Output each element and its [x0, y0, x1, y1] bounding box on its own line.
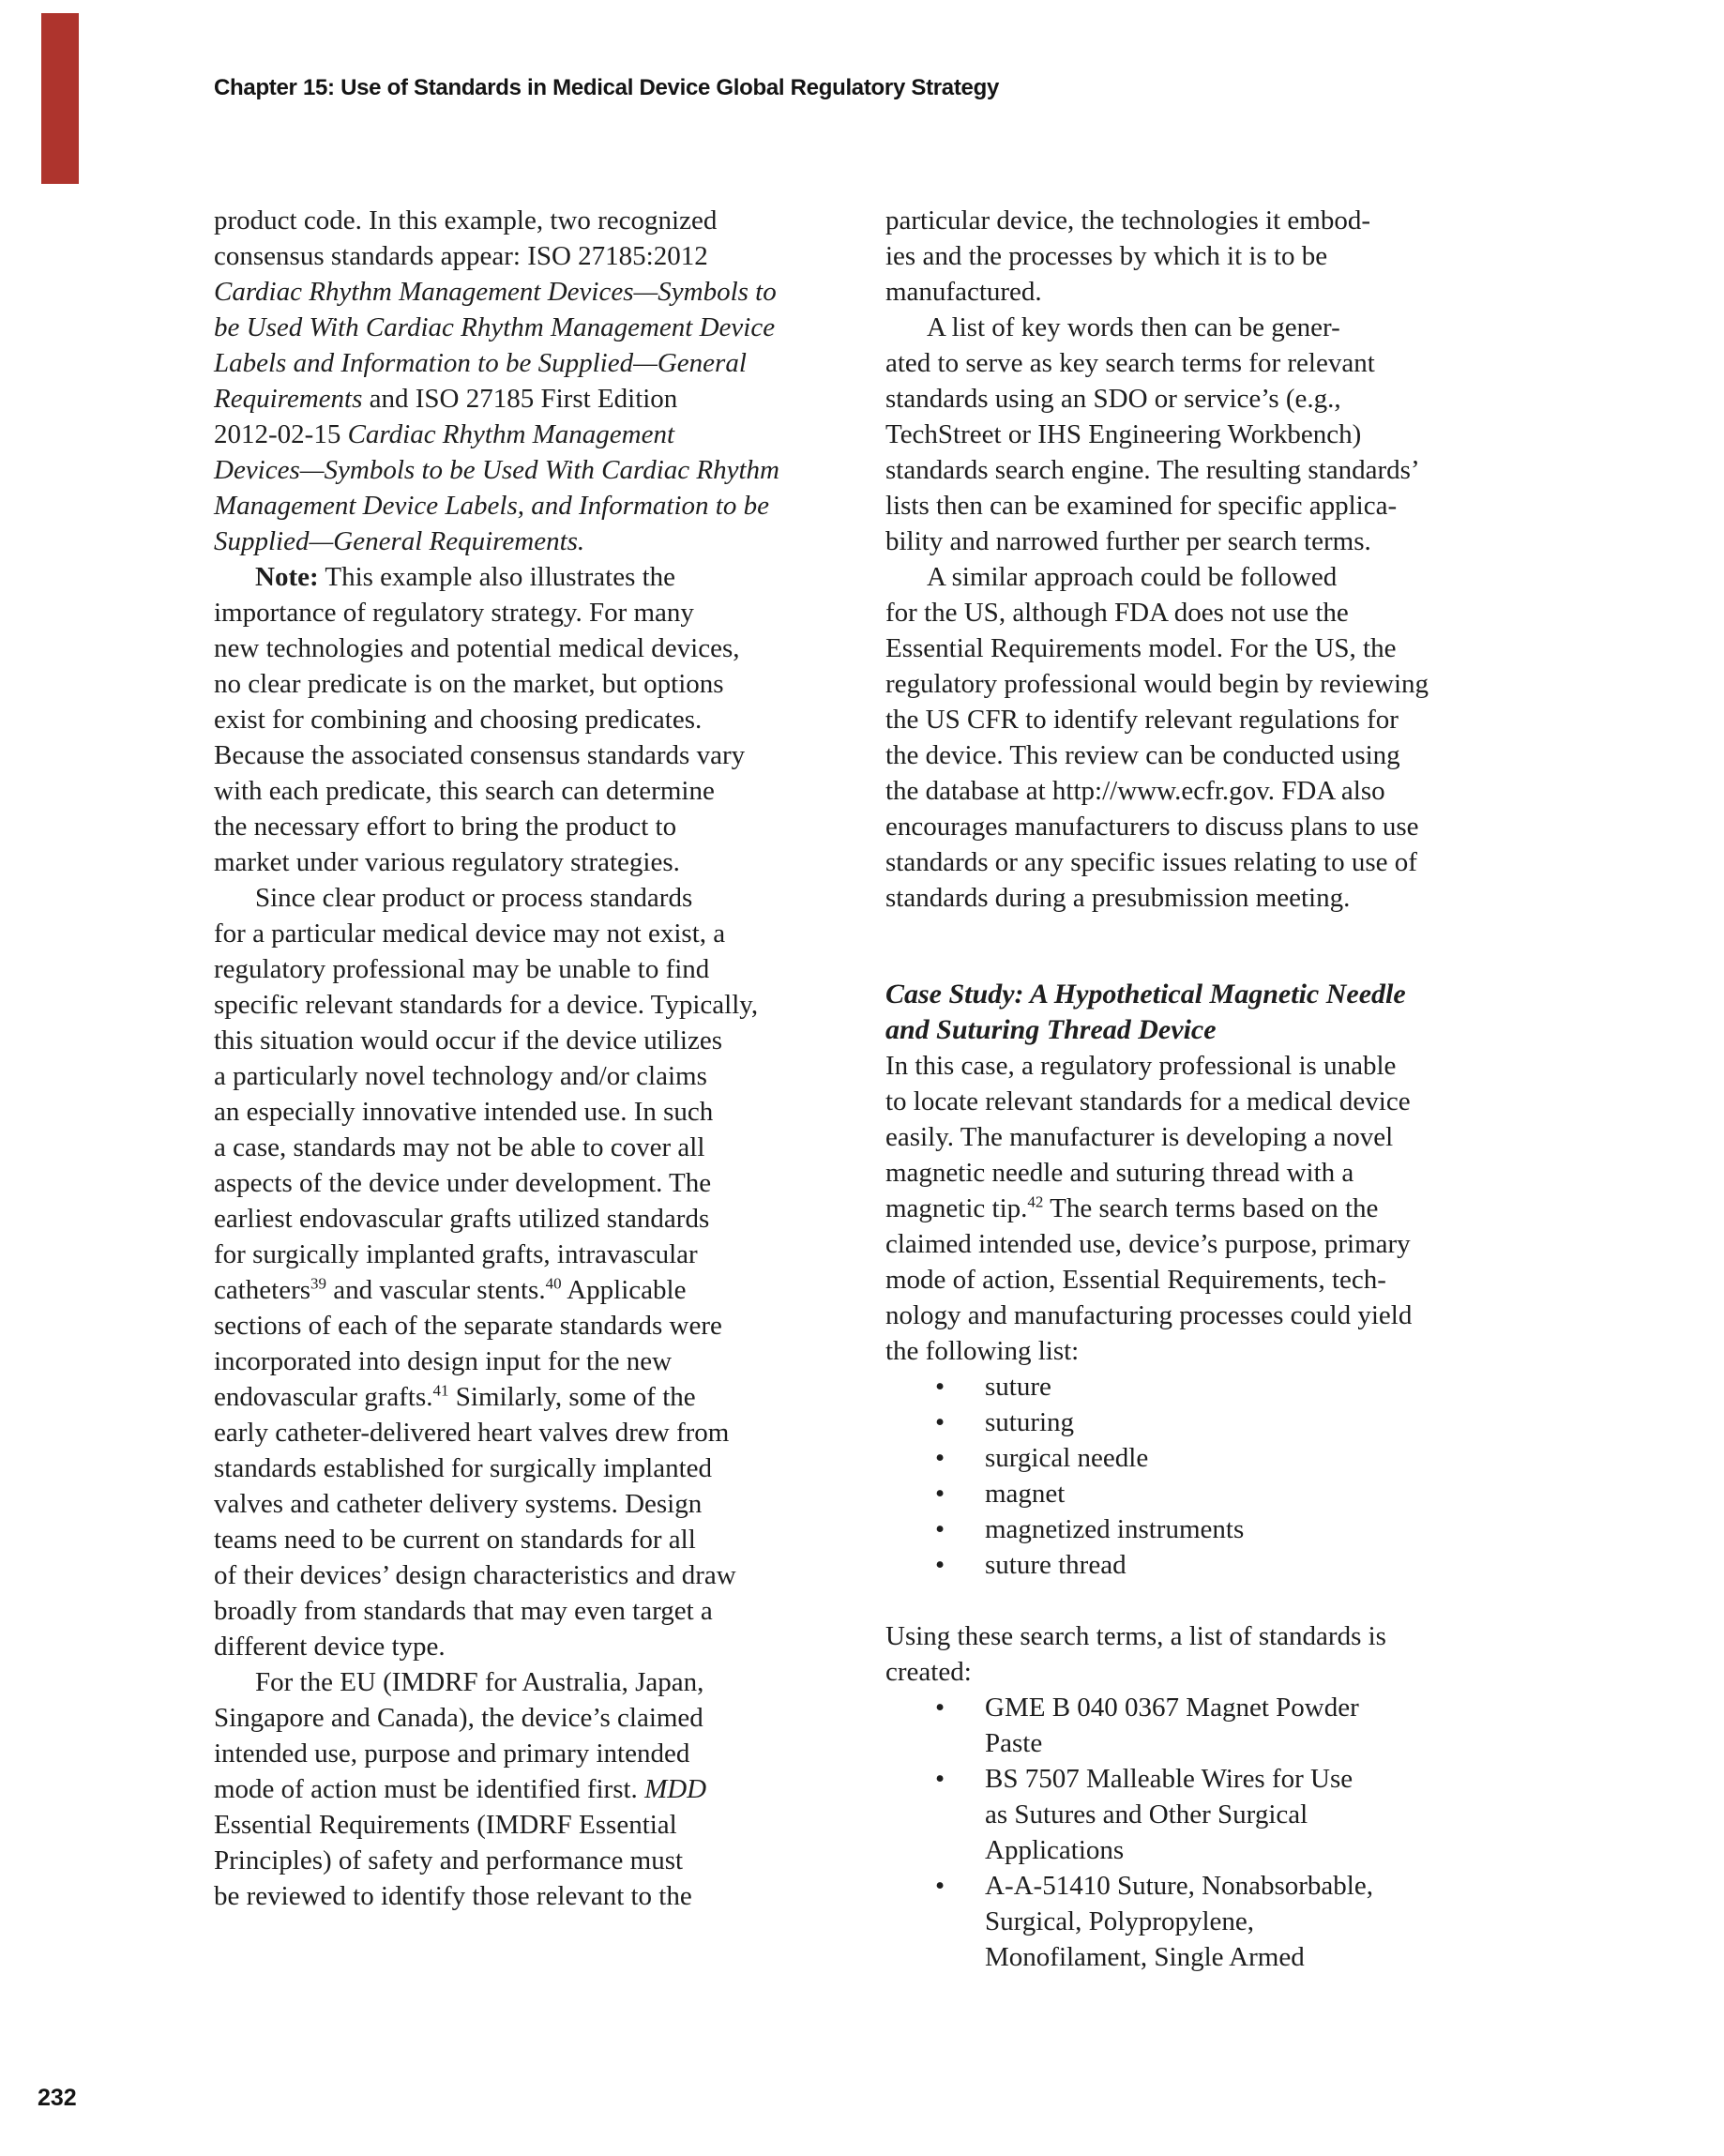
text-line [214, 1201, 824, 1237]
text-segment: to locate relevant standards for a medical device [885, 1086, 1411, 1116]
section-heading-line [885, 1012, 1495, 1048]
text-line [214, 452, 824, 488]
text-line [214, 1237, 824, 1272]
text-column-left [214, 203, 824, 1914]
text-segment: nology and manufacturing processes could yield [885, 1300, 1413, 1330]
text-segment: Case Study: A Hypothetical Magnetic Needle [885, 979, 1406, 1010]
text-line [885, 238, 1495, 274]
text-line [214, 1486, 824, 1522]
text-segment: Cardiac Rhythm Management Devices—Symbols to [214, 277, 777, 307]
text-segment: as Sutures and Other Surgical [985, 1799, 1308, 1830]
text-line [885, 702, 1495, 737]
text-line [214, 1664, 824, 1700]
text-segment: magnetic tip. [885, 1193, 1028, 1223]
text-segment: new technologies and potential medical devices, [214, 633, 740, 663]
text-segment: magnetized instruments [985, 1514, 1245, 1544]
text-line [214, 488, 824, 524]
text-line [214, 844, 824, 880]
text-line [214, 524, 824, 559]
text-segment: different device type. [214, 1632, 446, 1662]
text-segment: and vascular stents. [326, 1275, 546, 1305]
text-line [885, 524, 1495, 559]
text-segment: For the EU (IMDRF for Australia, Japan, [255, 1667, 704, 1697]
text-segment: incorporated into design input for the new [214, 1346, 673, 1376]
text-segment: claimed intended use, device’s purpose, primary [885, 1229, 1411, 1259]
text-segment: Labels and Information to be Supplied—General [214, 348, 747, 378]
text-segment: magnetic needle and suturing thread with a [885, 1158, 1354, 1188]
text-segment: no clear predicate is on the market, but options [214, 669, 724, 699]
bullet-item [885, 1476, 1495, 1511]
text-segment: This example also illustrates the [318, 562, 676, 592]
text-segment: product code. In this example, two recognized [214, 205, 718, 235]
text-segment: The search terms based on the [1043, 1193, 1379, 1223]
text-line [885, 1725, 1495, 1761]
text-segment: early catheter-delivered heart valves drew from [214, 1418, 730, 1448]
text-line [214, 1843, 824, 1878]
text-segment: magnet [985, 1479, 1066, 1509]
text-line [214, 987, 824, 1023]
text-segment: sections of each of the separate standards were [214, 1311, 722, 1341]
text-segment: this situation would occur if the device utilizes [214, 1025, 723, 1055]
text-line [214, 274, 824, 310]
text-segment: Devices—Symbols to be Used With Cardiac Rhythm [214, 455, 779, 485]
text-segment: Because the associated consensus standards vary [214, 740, 746, 770]
text-segment: Applications [985, 1835, 1125, 1865]
text-line [885, 809, 1495, 844]
text-segment: valves and catheter delivery systems. Design [214, 1489, 703, 1519]
text-line [885, 310, 1495, 345]
text-segment: BS 7507 Malleable Wires for Use [985, 1764, 1353, 1794]
text-line [214, 880, 824, 916]
text-segment: and ISO 27185 First Edition [362, 384, 678, 414]
text-segment: earliest endovascular grafts utilized standards [214, 1204, 710, 1234]
text-segment: Principles) of safety and performance must [214, 1845, 684, 1875]
text-line [885, 1939, 1495, 1975]
text-segment: MDD [644, 1774, 707, 1804]
text-segment: Surgical, Polypropylene, [985, 1906, 1255, 1936]
text-segment: 39 [310, 1274, 327, 1293]
text-line [214, 1700, 824, 1736]
text-line [214, 1415, 824, 1450]
text-segment: A list of key words then can be gener- [927, 312, 1340, 342]
text-line [885, 1119, 1495, 1155]
text-segment: importance of regulatory strategy. For many [214, 598, 694, 628]
text-segment: of their devices’ design characteristics and draw [214, 1560, 736, 1590]
bullet-item [885, 1690, 1495, 1725]
text-line [885, 1832, 1495, 1868]
text-segment: endovascular grafts. [214, 1382, 433, 1412]
text-line [214, 773, 824, 809]
text-line [214, 1130, 824, 1165]
text-segment: for the US, although FDA does not use the [885, 598, 1349, 628]
text-segment: TechStreet or IHS Engineering Workbench) [885, 419, 1362, 449]
text-segment: particular device, the technologies it embod- [885, 205, 1370, 235]
text-line [885, 1048, 1495, 1084]
text-line [885, 1797, 1495, 1832]
text-segment: regulatory professional may be unable to find [214, 954, 710, 984]
text-segment: with each predicate, this search can determine [214, 776, 715, 806]
text-segment: be reviewed to identify those relevant to the [214, 1881, 692, 1911]
text-line [214, 1308, 824, 1344]
text-segment: Using these search terms, a list of standards is [885, 1621, 1386, 1651]
text-segment: specific relevant standards for a device. Typically, [214, 990, 759, 1020]
text-line [885, 381, 1495, 417]
text-segment: teams need to be current on standards for all [214, 1525, 696, 1555]
text-line [885, 1155, 1495, 1191]
text-line [214, 1771, 824, 1807]
text-segment: Management Device Labels, and Information to be [214, 491, 769, 521]
text-segment: Since clear product or process standards [255, 883, 693, 913]
text-line [214, 381, 824, 417]
text-line [214, 737, 824, 773]
text-line [885, 203, 1495, 238]
text-segment: aspects of the device under development. The [214, 1168, 712, 1198]
text-segment: suture thread [985, 1550, 1127, 1580]
text-line [885, 559, 1495, 595]
text-line [885, 1191, 1495, 1226]
text-segment: 2012-02-15 [214, 419, 348, 449]
text-line [885, 488, 1495, 524]
bullet-item [885, 1761, 1495, 1797]
text-line [885, 1262, 1495, 1298]
text-line [214, 702, 824, 737]
text-segment: for a particular medical device may not exist, a [214, 919, 726, 949]
bullet-item [885, 1404, 1495, 1440]
text-line [214, 1344, 824, 1379]
text-segment: mode of action, Essential Requirements, tech- [885, 1265, 1386, 1295]
running-header: Chapter 15: Use of Standards in Medical Device Global Regulatory Strategy [214, 75, 1000, 100]
text-line [214, 1557, 824, 1593]
text-line [885, 452, 1495, 488]
text-line [214, 1094, 824, 1130]
text-line [214, 809, 824, 844]
text-segment: ated to serve as key search terms for relevant [885, 348, 1375, 378]
text-segment: catheters [214, 1275, 311, 1305]
text-line [885, 1904, 1495, 1939]
text-segment: the US CFR to identify relevant regulations for [885, 705, 1399, 735]
text-segment: In this case, a regulatory professional is unable [885, 1051, 1397, 1081]
text-line [214, 1522, 824, 1557]
text-segment: the following list: [885, 1336, 1080, 1366]
text-line [214, 1878, 824, 1914]
text-line [214, 666, 824, 702]
text-line [885, 737, 1495, 773]
text-segment: Essential Requirements (IMDRF Essential [214, 1810, 677, 1840]
text-segment: intended use, purpose and primary intended [214, 1738, 690, 1769]
text-segment: a case, standards may not be able to cover all [214, 1132, 705, 1162]
text-segment: for surgically implanted grafts, intravascular [214, 1239, 698, 1269]
text-segment: a particularly novel technology and/or claims [214, 1061, 707, 1091]
text-line [214, 1165, 824, 1201]
text-line [885, 417, 1495, 452]
text-segment: standards established for surgically implanted [214, 1453, 713, 1483]
text-segment: 42 [1027, 1192, 1044, 1211]
text-segment: Similarly, some of the [448, 1382, 696, 1412]
text-segment: suture [985, 1372, 1051, 1402]
text-segment: market under various regulatory strategies. [214, 847, 680, 877]
text-line [885, 630, 1495, 666]
text-line [214, 1807, 824, 1843]
text-segment: ies and the processes by which it is to be [885, 241, 1328, 271]
text-segment: suturing [985, 1407, 1075, 1437]
bullet-item [885, 1511, 1495, 1547]
text-segment: manufactured. [885, 277, 1042, 307]
text-segment: 41 [432, 1381, 449, 1400]
text-line [885, 1333, 1495, 1369]
text-segment: the database at http://www.ecfr.gov. FDA also [885, 776, 1385, 806]
text-segment: exist for combining and choosing predicates. [214, 705, 703, 735]
text-line [885, 666, 1495, 702]
text-segment: standards or any specific issues relating to use of [885, 847, 1417, 877]
text-line [885, 1654, 1495, 1690]
text-segment: be Used With Cardiac Rhythm Management Device [214, 312, 776, 342]
text-segment: Paste [985, 1728, 1043, 1758]
text-line [214, 1736, 824, 1771]
text-segment: consensus standards appear: ISO 27185:2012 [214, 241, 708, 271]
chapter-tab-marker [41, 13, 79, 184]
text-line [214, 417, 824, 452]
text-line [885, 844, 1495, 880]
text-segment: Supplied—General Requirements. [214, 526, 585, 556]
text-line [214, 595, 824, 630]
text-line [214, 203, 824, 238]
text-line [885, 274, 1495, 310]
text-segment: the device. This review can be conducted using [885, 740, 1400, 770]
text-segment: A similar approach could be followed [927, 562, 1338, 592]
text-segment: A-A-51410 Suture, Nonabsorbable, [985, 1871, 1373, 1901]
bullet-item [885, 1868, 1495, 1904]
text-line [214, 1593, 824, 1629]
text-segment: GME B 040 0367 Magnet Powder [985, 1693, 1359, 1723]
text-line [885, 345, 1495, 381]
text-line [885, 1618, 1495, 1654]
text-segment: created: [885, 1657, 972, 1687]
text-segment: standards during a presubmission meeting. [885, 883, 1351, 913]
text-segment: Essential Requirements model. For the US, the [885, 633, 1397, 663]
text-segment: easily. The manufacturer is developing a novel [885, 1122, 1394, 1152]
text-segment: bility and narrowed further per search terms. [885, 526, 1371, 556]
text-line [885, 1084, 1495, 1119]
text-segment: regulatory professional would begin by reviewing [885, 669, 1429, 699]
page-number: 232 [38, 2085, 77, 2111]
text-segment: lists then can be examined for specific applica- [885, 491, 1398, 521]
text-segment: standards search engine. The resulting standards’ [885, 455, 1420, 485]
text-segment: 40 [545, 1274, 562, 1293]
text-segment: mode of action must be identified first. [214, 1774, 645, 1804]
text-segment: Singapore and Canada), the device’s claimed [214, 1703, 703, 1733]
text-segment: an especially innovative intended use. In such [214, 1097, 714, 1127]
text-segment: Cardiac Rhythm Management [347, 419, 675, 449]
section-heading-line [885, 977, 1495, 1012]
bullet-item [885, 1369, 1495, 1404]
text-line [214, 916, 824, 951]
text-line [214, 1272, 824, 1308]
text-line [214, 951, 824, 987]
text-segment: broadly from standards that may even target a [214, 1596, 713, 1626]
text-segment: Requirements [214, 384, 363, 414]
text-segment: the necessary effort to bring the product to [214, 812, 677, 842]
text-line [885, 880, 1495, 916]
text-line [214, 559, 824, 595]
text-line [885, 1226, 1495, 1262]
text-segment: standards using an SDO or service’s (e.g., [885, 384, 1341, 414]
text-line [885, 595, 1495, 630]
text-segment: Monofilament, Single Armed [985, 1942, 1305, 1972]
bullet-item [885, 1547, 1495, 1583]
text-segment: Applicable [561, 1275, 687, 1305]
text-segment: surgical needle [985, 1443, 1149, 1473]
text-line [214, 1023, 824, 1058]
text-line [214, 238, 824, 274]
text-line [214, 1450, 824, 1486]
text-line [214, 345, 824, 381]
bullet-item [885, 1440, 1495, 1476]
text-line [885, 773, 1495, 809]
text-column-right [885, 203, 1495, 1975]
text-line [214, 630, 824, 666]
text-segment: Note: [255, 562, 319, 592]
text-line [885, 1298, 1495, 1333]
text-line [214, 1629, 824, 1664]
text-line [214, 1379, 824, 1415]
text-segment: encourages manufacturers to discuss plans to use [885, 812, 1419, 842]
text-segment: and Suturing Thread Device [885, 1014, 1217, 1045]
text-line [214, 310, 824, 345]
text-line [214, 1058, 824, 1094]
